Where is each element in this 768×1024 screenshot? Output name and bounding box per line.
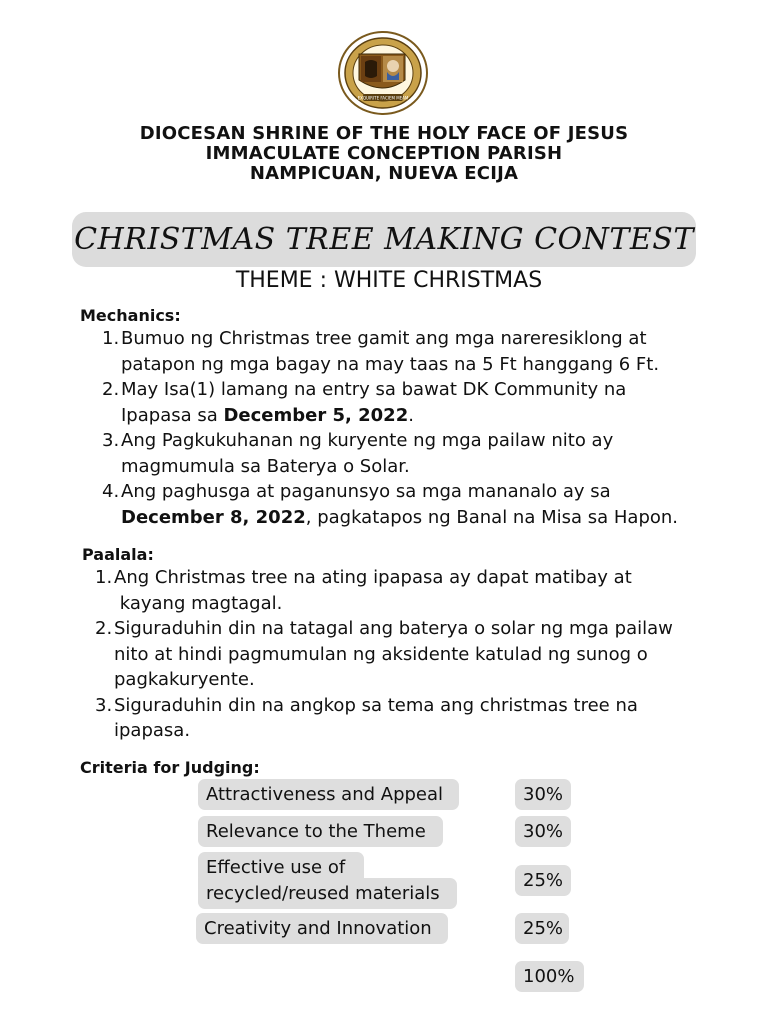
mechanics-item-line: magmumula sa Baterya o Solar. <box>121 455 410 477</box>
percent-recycled: 25% <box>515 865 571 896</box>
criterion-relevance: Relevance to the Theme <box>198 816 443 847</box>
mechanics-item <box>102 326 742 377</box>
paalala-item <box>95 565 735 616</box>
criterion-recycled-line2: recycled/reused materials <box>198 878 457 909</box>
mechanics-item-date: December 8, 2022 <box>121 506 306 528</box>
mechanics-item-number: 4. <box>102 481 120 502</box>
paalala-item-number: 1. <box>95 567 113 588</box>
paalala-item-line: nito at hindi pagmumulan ng aksidente katulad ng sunog o <box>114 643 648 665</box>
paalala-item-line: Siguraduhin din na tatagal ang baterya o solar ng mga pailaw <box>114 618 673 639</box>
criterion-creativity: Creativity and Innovation <box>196 913 448 944</box>
mechanics-item-line: patapon ng mga bagay na may taas na 5 Ft hanggang 6 Ft. <box>121 353 660 375</box>
paalala-item-line: kayang magtagal. <box>114 592 283 614</box>
parish-logo <box>337 30 429 116</box>
mechanics-item <box>102 428 742 479</box>
mechanics-item-line: May Isa(1) lamang na entry sa bawat DK Community na <box>121 379 627 400</box>
mechanics-item-number: 1. <box>102 328 120 349</box>
percent-relevance: 30% <box>515 816 571 847</box>
paalala-item-number: 2. <box>95 618 113 639</box>
percent-creativity: 25% <box>515 913 569 944</box>
paalala-label: Paalala: <box>82 545 154 564</box>
paalala-item-line: Siguraduhin din na angkop sa tema ang christmas tree na <box>114 694 638 716</box>
mechanics-item <box>102 479 742 530</box>
mechanics-item-date: December 5, 2022 <box>223 404 409 426</box>
criteria-label: Criteria for Judging: <box>80 758 260 777</box>
header-shrine-name: DIOCESAN SHRINE OF THE HOLY FACE OF JESUS <box>139 123 629 144</box>
paalala-item <box>95 616 735 693</box>
logo-motto: EXQUIRITE FACIEM MEAM <box>357 95 409 101</box>
paalala-item-line: pagkakuryente. <box>114 669 255 690</box>
mechanics-item-line: Ang Pagkukuhanan ng kuryente ng mga pailaw nito ay <box>121 430 614 451</box>
theme-line: THEME : WHITE CHRISTMAS <box>235 268 543 293</box>
mechanics-item-number: 2. <box>102 379 120 400</box>
contest-title: CHRISTMAS TREE MAKING CONTEST <box>74 222 694 257</box>
header-parish-name: IMMACULATE CONCEPTION PARISH <box>205 143 563 164</box>
paalala-item-number: 3. <box>95 694 113 716</box>
header-location: NAMPICUAN, NUEVA ECIJA <box>249 163 519 184</box>
mechanics-item-line: Ipapasa sa December 5, 2022. <box>121 404 414 426</box>
mechanics-item-number: 3. <box>102 430 120 451</box>
criterion-recycled-line1: Effective use of <box>198 852 364 884</box>
paalala-item <box>95 693 735 744</box>
percent-total: 100% <box>515 961 584 992</box>
paalala-item-line: ipapasa. <box>114 720 191 741</box>
mechanics-item-line: December 8, 2022, pagkatapos ng Banal na Misa sa Hapon. <box>121 506 679 528</box>
title-banner <box>72 212 696 267</box>
mechanics-item-line: Bumuo ng Christmas tree gamit ang mga nareresiklong at <box>121 328 647 349</box>
paalala-item-line: Ang Christmas tree na ating ipapasa ay dapat matibay at <box>114 567 632 588</box>
mechanics-label: Mechanics: <box>80 306 181 325</box>
percent-attractiveness: 30% <box>515 779 571 810</box>
mechanics-item <box>102 377 742 428</box>
criterion-attractiveness: Attractiveness and Appeal <box>198 779 459 810</box>
mechanics-item-line: Ang paghusga at paganunsyo sa mga mananalo ay sa <box>121 481 611 502</box>
